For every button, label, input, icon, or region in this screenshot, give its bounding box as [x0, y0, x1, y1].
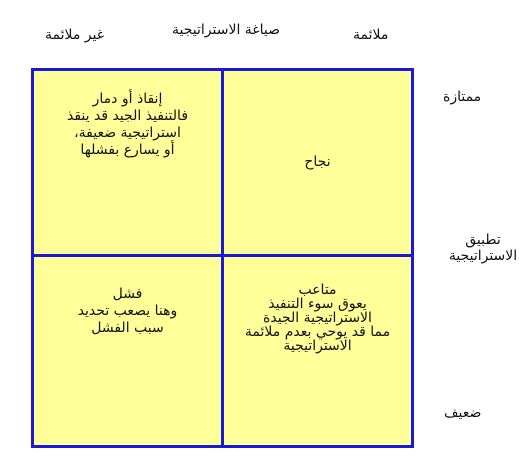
strategy-matrix: [31, 68, 414, 448]
quadrant-success: [224, 71, 411, 254]
quadrant-failure-title: فشل: [112, 286, 143, 302]
column-header-fit: ملائمة: [353, 27, 389, 43]
row-header-excellent: ممتازة: [443, 89, 482, 105]
quadrant-rescue-title: إنقاذ أو دمار: [92, 91, 163, 107]
axis-title-strategy-formulation: صياغة الاستراتيجية: [172, 22, 280, 38]
quadrant-trouble-text-2: الاستراتيجية الجيدة: [263, 310, 372, 326]
quadrant-failure-text-2: سبب الفشل: [91, 320, 164, 336]
quadrant-trouble-text-4: الاستراتيجية: [283, 338, 352, 354]
quadrant-rescue-text-1: فالتنفيذ الجيد قد ينقذ: [66, 108, 189, 124]
quadrant-trouble: [224, 283, 411, 353]
quadrant-rescue-text-3: أو يسارع بفشلها: [80, 142, 175, 158]
quadrant-failure: [34, 286, 221, 337]
quadrant-trouble-title: متاعب: [298, 282, 337, 298]
quadrant-trouble-text-3: مما قد يوحي بعدم ملائمة: [244, 324, 391, 340]
axis-title-implementation-line2: الاستراتيجية: [448, 248, 518, 264]
matrix-horizontal-divider: [34, 254, 411, 257]
quadrant-rescue-or-ruin: [34, 91, 221, 159]
quadrant-failure-text-1: وهنا يصعب تحديد: [77, 303, 178, 319]
column-header-unfit: غير ملائمة: [45, 27, 105, 43]
quadrant-rescue-text-2: استراتيجية ضعيفة،: [74, 125, 181, 141]
quadrant-trouble-text-1: يعوق سوء التنفيذ: [268, 296, 367, 312]
axis-title-strategy-implementation: [447, 232, 519, 264]
quadrant-success-label: نجاح: [304, 154, 331, 170]
row-header-weak: ضعيف: [444, 405, 482, 421]
axis-title-implementation-line1: تطبيق: [465, 232, 501, 248]
